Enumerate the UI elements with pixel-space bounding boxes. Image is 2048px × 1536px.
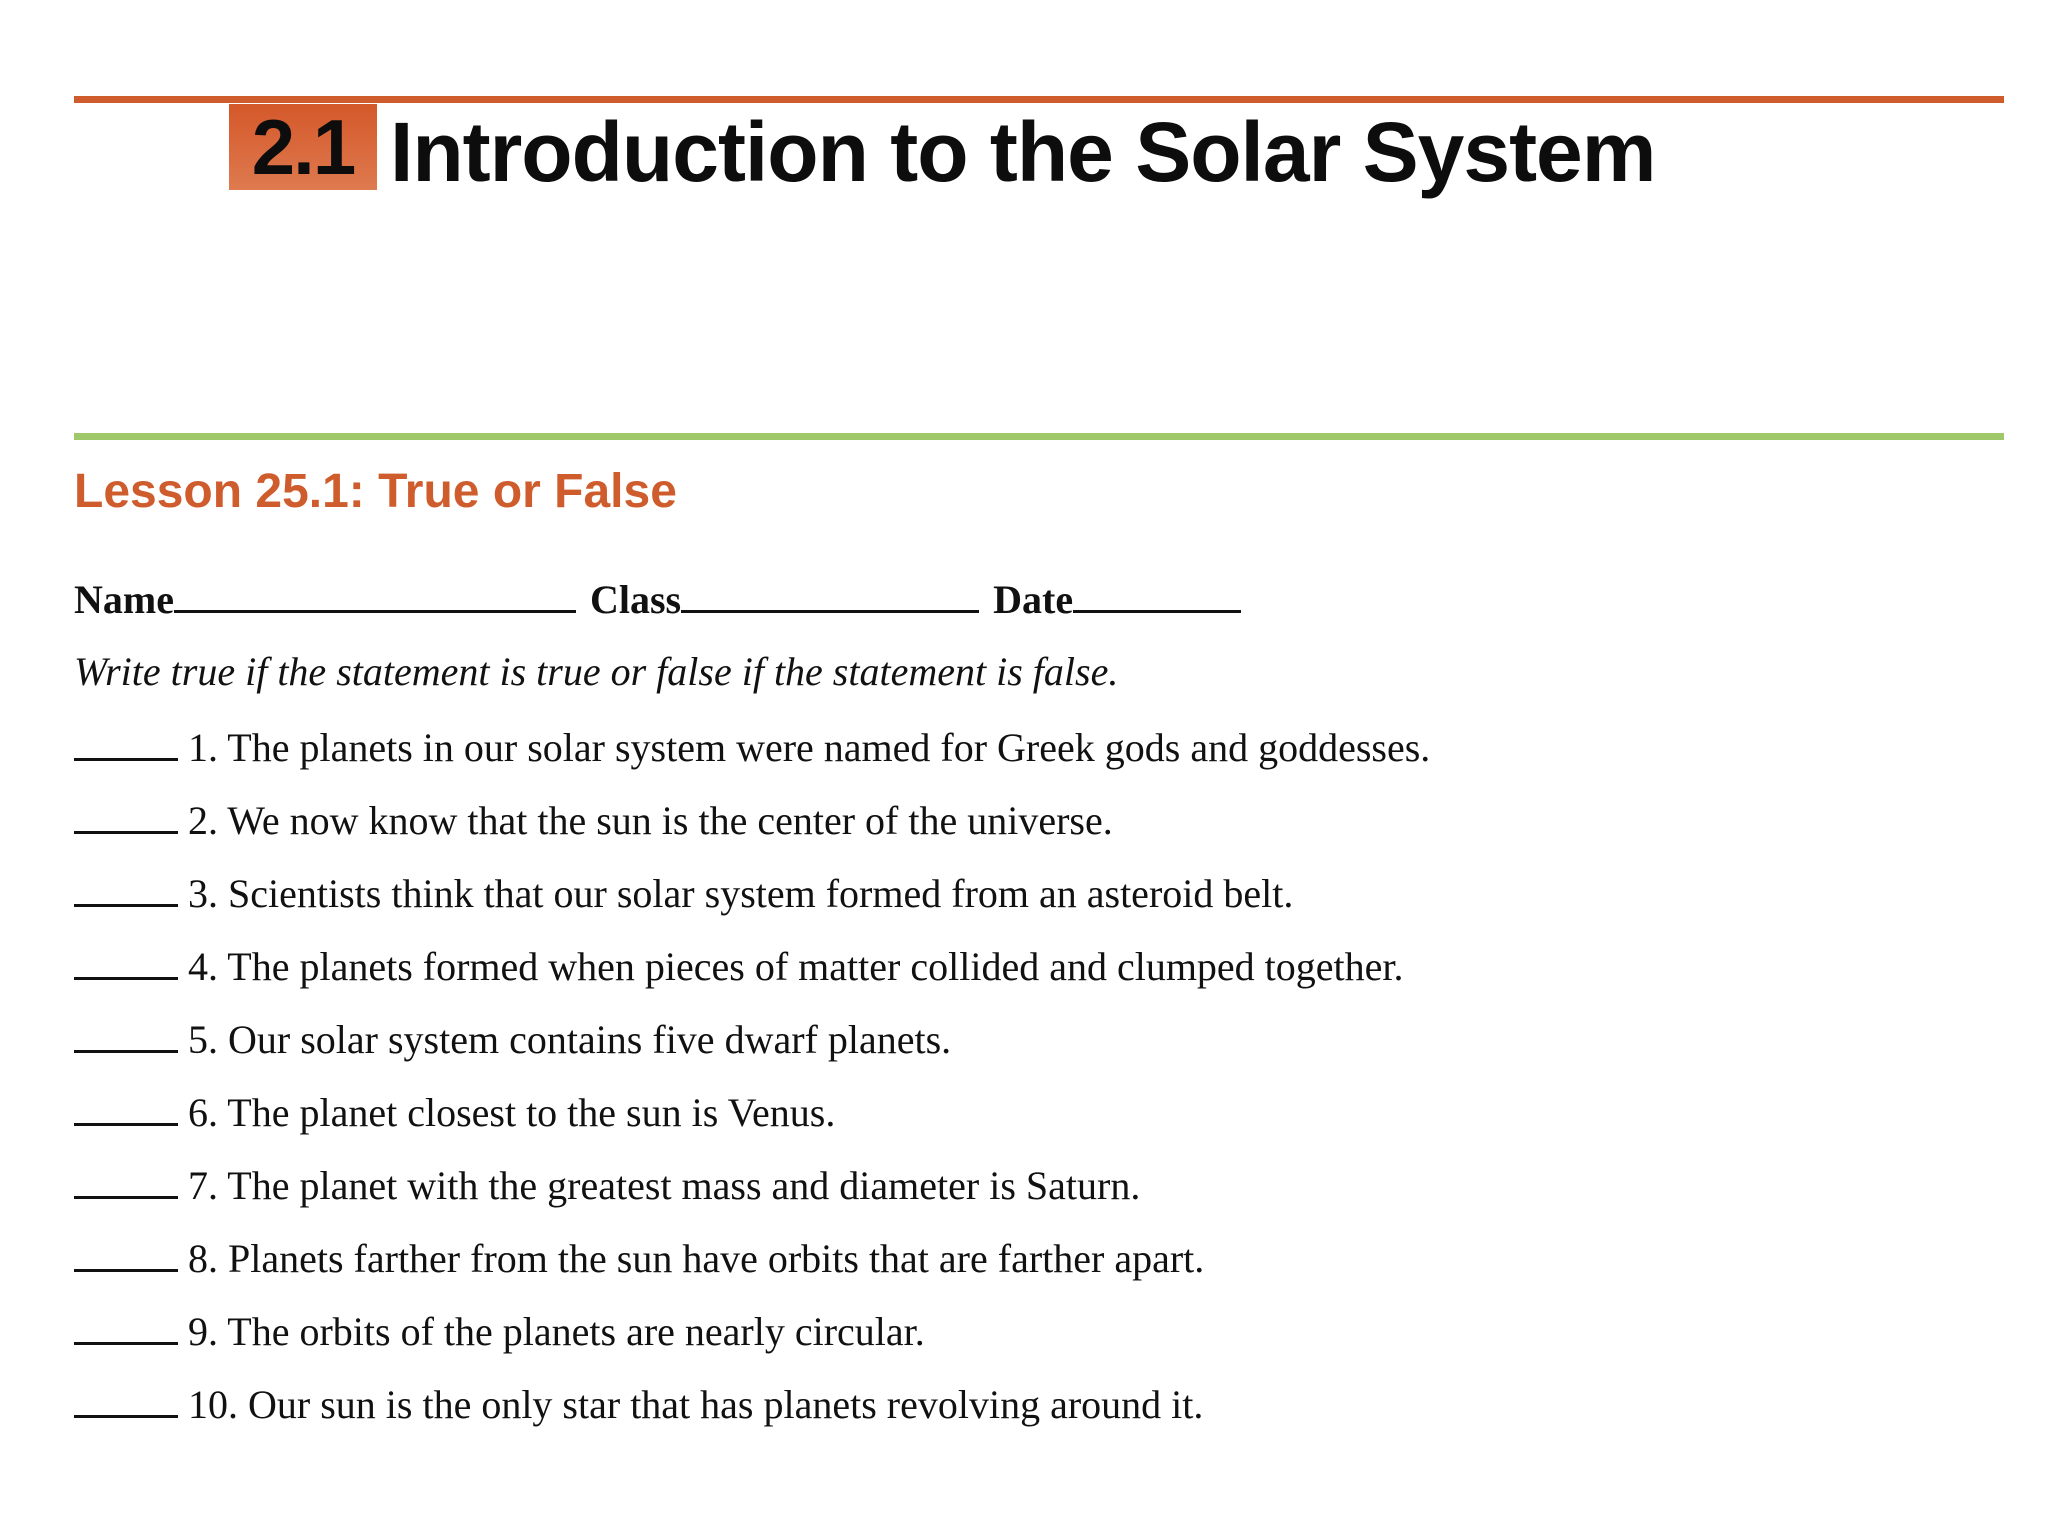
question-text: 4. The planets formed when pieces of matter collided and clumped together. [188,944,1404,989]
answer-blank[interactable] [74,937,178,980]
answer-blank[interactable] [74,864,178,907]
name-label: Name [74,577,174,622]
question-text: 8. Planets farther from the sun have orbits that are farther apart. [188,1236,1205,1281]
student-info-row [74,572,1241,626]
name-field[interactable] [174,572,576,613]
class-field[interactable] [681,572,979,613]
answer-blank[interactable] [74,1156,178,1199]
answer-blank[interactable] [74,791,178,834]
page-title: Introduction to the Solar System [390,105,1656,199]
question-text: 10. Our sun is the only star that has planets revolving around it. [188,1382,1204,1427]
header-top-rule [74,96,2004,103]
question-text: 7. The planet with the greatest mass and diameter is Saturn. [188,1163,1141,1208]
question-text: 2. We now know that the sun is the center of the universe. [188,798,1113,843]
question-item [74,1229,1430,1302]
section-divider-rule [74,433,2004,440]
class-label: Class [589,577,682,622]
question-item [74,937,1430,1010]
answer-blank[interactable] [74,1083,178,1126]
lesson-heading: Lesson 25.1: True or False [74,465,677,518]
question-text: 1. The planets in our solar system were named for Greek gods and goddesses. [188,725,1431,770]
question-item [74,1375,1430,1448]
question-item [74,718,1430,791]
question-item [74,1156,1430,1229]
answer-blank[interactable] [74,718,178,761]
date-label: Date [993,577,1074,622]
question-text: 3. Scientists think that our solar system formed from an asteroid belt. [188,871,1294,916]
date-field[interactable] [1073,572,1241,613]
instructions-text: Write true if the statement is true or false if the statement is false. [74,649,1119,694]
question-text: 9. The orbits of the planets are nearly circular. [188,1309,925,1354]
answer-blank[interactable] [74,1302,178,1345]
question-item [74,791,1430,864]
question-list [74,718,1430,1448]
answer-blank[interactable] [74,1229,178,1272]
question-text: 6. The planet closest to the sun is Venus. [188,1090,836,1135]
question-item [74,1083,1430,1156]
question-item [74,1010,1430,1083]
answer-blank[interactable] [74,1010,178,1053]
question-item [74,1302,1430,1375]
section-number-badge: 2.1 [229,104,377,190]
question-text: 5. Our solar system contains five dwarf planets. [188,1017,952,1062]
question-item [74,864,1430,937]
answer-blank[interactable] [74,1375,178,1418]
